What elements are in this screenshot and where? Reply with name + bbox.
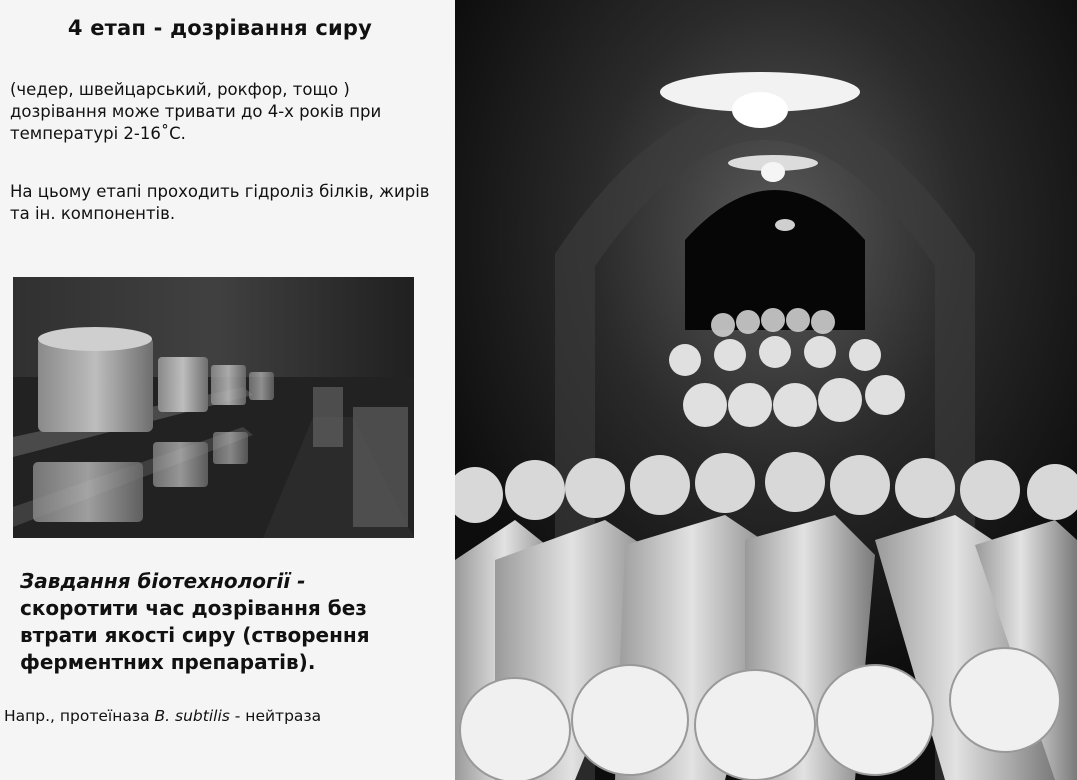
ripening-duration-text: (чедер, швейцарський, рокфор, тощо ) дозрівання може тривати до 4-х років при температурі 2-16˚С. xyxy=(10,80,382,143)
task-title: Завдання біотехнології - xyxy=(20,569,306,593)
note-suffix: - нейтраза xyxy=(229,707,322,725)
note-species: B. subtilis xyxy=(154,707,230,725)
cheese-shelves-photo xyxy=(13,277,414,538)
cheese-cellar-photo xyxy=(455,0,1077,780)
biotech-task xyxy=(20,568,450,676)
text-column xyxy=(0,0,455,780)
slide-title: 4 етап - дозрівання сиру xyxy=(67,16,373,40)
note-prefix: Напр., протеїназа xyxy=(4,707,155,725)
hydrolysis-text: На цьому етапі проходить гідроліз білків, жирів та ін. компонентів. xyxy=(10,182,430,223)
example-note xyxy=(4,706,454,726)
task-body: скоротити час дозрівання без втрати якості сиру (створення ферментних препаратів). xyxy=(20,596,370,674)
